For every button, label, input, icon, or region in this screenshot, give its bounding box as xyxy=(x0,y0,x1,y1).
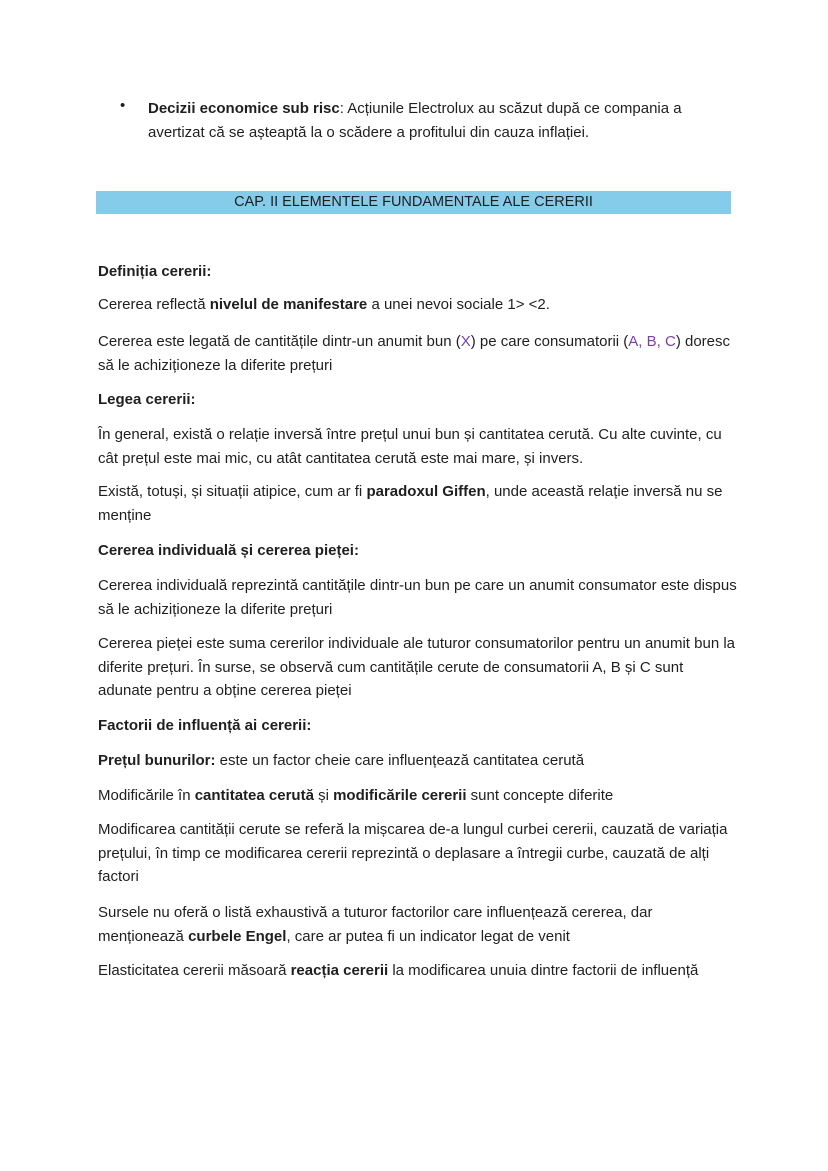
text-segment: este un factor cheie care influențează cantitatea cerută xyxy=(215,752,585,769)
bold-text: nivelul de manifestare xyxy=(209,296,368,313)
bold-text: paradoxul Giffen xyxy=(366,483,486,500)
paragraph xyxy=(98,330,738,377)
text-segment: și xyxy=(313,787,334,804)
text-segment: Există, totuși, și situații atipice, cum ar fi xyxy=(98,483,367,500)
paragraph xyxy=(98,632,738,703)
text-segment: X xyxy=(460,333,471,350)
text-segment: Modificările în xyxy=(98,787,195,804)
paragraph xyxy=(98,901,738,948)
text-segment: sunt concepte diferite xyxy=(466,787,614,804)
bold-text: Cererea individuală și cererea pieței: xyxy=(98,542,359,559)
text-segment: Cererea individuală reprezintă cantitățile dintr-un bun pe care un anumit consumator este dispus să le achiziționeze la diferite prețuri xyxy=(98,577,737,618)
bullet-item-text xyxy=(148,97,738,144)
bold-text: Legea cererii: xyxy=(98,391,196,408)
section-heading xyxy=(98,260,738,284)
text-segment: Modificarea cantității cerute se referă la mișcarea de-a lungul curbei cererii, cauzată de variația prețului, în timp ce modificarea cererii reprezintă o deplasare a întregii curbe, cauzată de alți factori xyxy=(98,821,728,885)
bold-text: Definiția cererii: xyxy=(98,263,212,280)
bold-text: Prețul bunurilor: xyxy=(98,752,216,769)
paragraph xyxy=(98,959,738,983)
text-segment: , care ar putea fi un indicator legat de venit xyxy=(286,927,570,945)
text-segment: Cererea este legată de cantitățile dintr-un anumit bun ( xyxy=(98,333,461,350)
text-segment: Elasticitatea cererii măsoară xyxy=(98,962,291,979)
text-segment: ) pe care consumatorii ( xyxy=(470,333,629,350)
paragraph xyxy=(98,423,738,470)
bold-text: Factorii de influență ai cererii: xyxy=(98,717,312,734)
text-segment: A, B, C xyxy=(628,333,676,350)
bold-text: curbele Engel xyxy=(188,927,287,945)
text-segment: ) doresc să le achiziționeze la diferite prețuri xyxy=(98,333,730,374)
text-segment: a unei nevoi sociale 1> <2. xyxy=(367,296,550,313)
section-heading xyxy=(98,388,738,412)
paragraph xyxy=(98,818,738,889)
paragraph xyxy=(98,784,738,808)
text-segment: Cererea reflectă xyxy=(98,296,210,313)
text-segment: În general, există o relație inversă între prețul unui bun și cantitatea cerută. Cu alte cuvinte, cu cât prețul este mai mic, cu atât cantitatea cerută este mai mare, și invers. xyxy=(98,426,722,467)
text-segment: Cererea pieței este suma cererilor individuale ale tuturor consumatorilor pentru un anumit bun la diferite prețuri. În surse, se observă cum cantitățile cerute de consumatorii A, B și C sunt adunate pentru a obține cererea pieței xyxy=(98,635,736,699)
paragraph xyxy=(98,749,738,773)
paragraph xyxy=(98,293,738,317)
text-segment: : Acțiunile Electrolux au scăzut după ce compania a avertizat că se așteaptă la o scădere a profitului din cauza inflației. xyxy=(148,100,682,141)
bold-text: Decizii economice sub risc xyxy=(148,100,340,117)
bullet-dot: • xyxy=(120,97,126,114)
text-segment: Sursele nu oferă o listă exhaustivă a tuturor factorilor care influențează cererea, dar menționează xyxy=(98,904,653,945)
paragraph xyxy=(98,574,738,621)
section-heading xyxy=(98,539,738,563)
chapter-title-banner: CAP. II ELEMENTELE FUNDAMENTALE ALE CERERII xyxy=(96,191,731,214)
bold-text: reacția cererii xyxy=(290,962,389,979)
paragraph xyxy=(98,480,738,527)
text-segment: , unde această relație inversă nu se menține xyxy=(98,483,723,524)
bold-text: cantitatea cerută xyxy=(194,787,314,804)
section-heading xyxy=(98,714,738,738)
text-segment: la modificarea unuia dintre factorii de influență xyxy=(388,962,699,979)
bold-text: modificările cererii xyxy=(333,787,467,804)
